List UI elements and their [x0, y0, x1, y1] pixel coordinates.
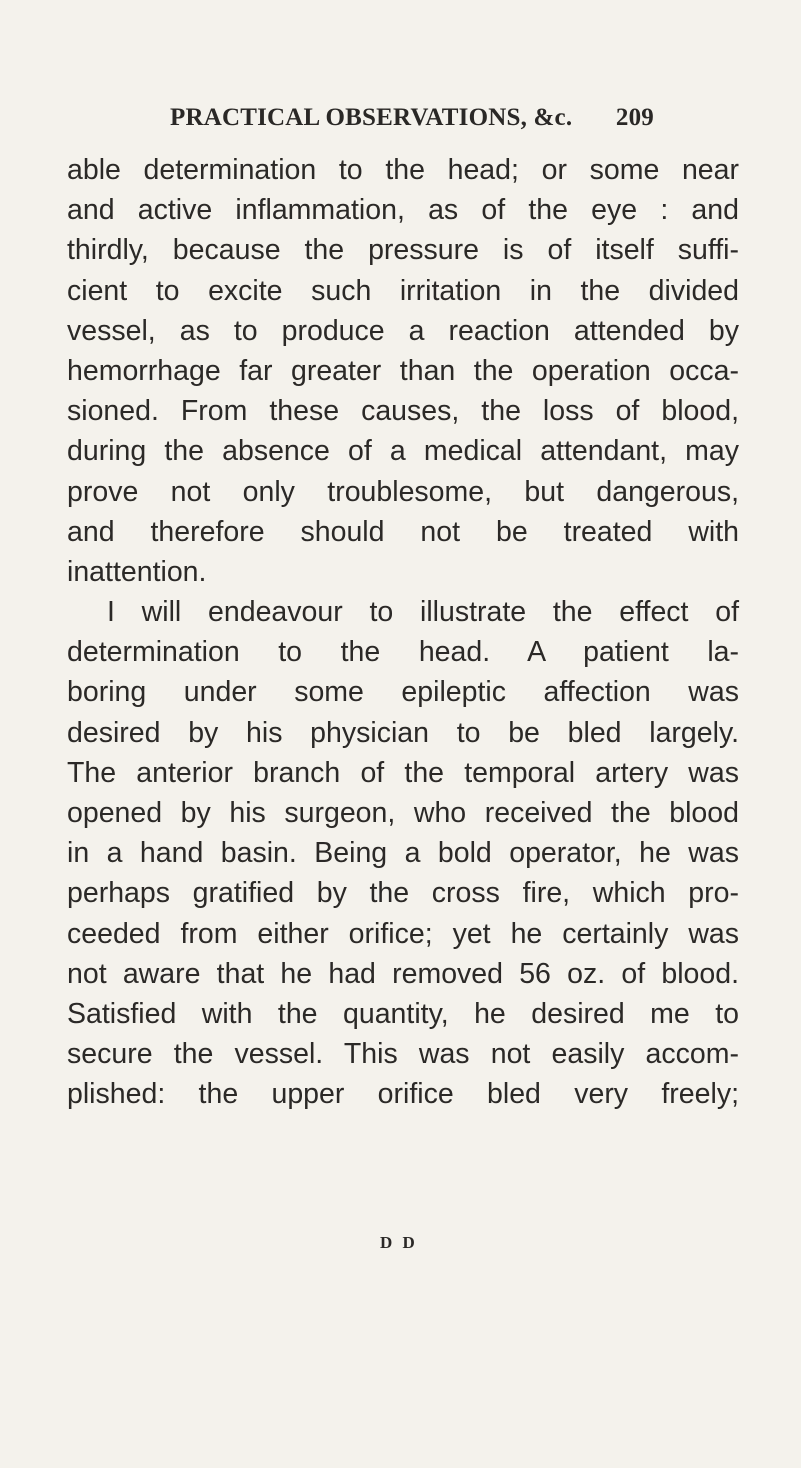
text-line: determination to the head. A patient la- — [67, 636, 739, 669]
text-line: perhaps gratified by the cross fire, which pro- — [67, 877, 739, 910]
running-title: PRACTICAL OBSERVATIONS, &c. — [170, 104, 573, 131]
text-line: The anterior branch of the temporal artery was — [67, 756, 739, 789]
text-line: and therefore should not be treated with — [67, 515, 739, 548]
text-line: during the absence of a medical attendant, may — [67, 435, 739, 468]
signature-mark: D D — [380, 1233, 418, 1252]
text-line: inattention. — [67, 555, 207, 588]
body-text — [67, 150, 739, 1115]
text-line: secure the vessel. This was not easily accom- — [67, 1038, 739, 1071]
text-line: desired by his physician to be bled largely. — [67, 716, 739, 749]
text-line: able determination to the head; or some near — [67, 154, 739, 186]
text-line: plished: the upper orifice bled very freely; — [67, 1078, 739, 1111]
text-line: thirdly, because the pressure is of itself suffi- — [67, 234, 739, 267]
text-line: sioned. From these causes, the loss of blood, — [67, 395, 739, 428]
text-line: opened by his surgeon, who received the blood — [67, 797, 739, 829]
text-line: vessel, as to produce a reaction attended by — [67, 314, 739, 347]
text-line: I will endeavour to illustrate the effect of — [107, 596, 739, 629]
running-head — [170, 104, 654, 140]
text-line: ceeded from either orifice; yet he certainly was — [67, 917, 739, 950]
text-line: not aware that he had removed 56 oz. of blood. — [67, 957, 739, 990]
text-line: cient to excite such irritation in the divided — [67, 274, 739, 307]
text-line: and active inflammation, as of the eye : and — [67, 194, 739, 227]
text-line: boring under some epileptic affection was — [67, 676, 739, 709]
page-number: 209 — [615, 104, 654, 131]
text-line: in a hand basin. Being a bold operator, he was — [67, 837, 739, 870]
text-line: prove not only troublesome, but dangerous, — [67, 475, 739, 508]
text-line: hemorrhage far greater than the operation occa- — [67, 354, 739, 387]
text-line: Satisfied with the quantity, he desired me to — [67, 997, 739, 1030]
